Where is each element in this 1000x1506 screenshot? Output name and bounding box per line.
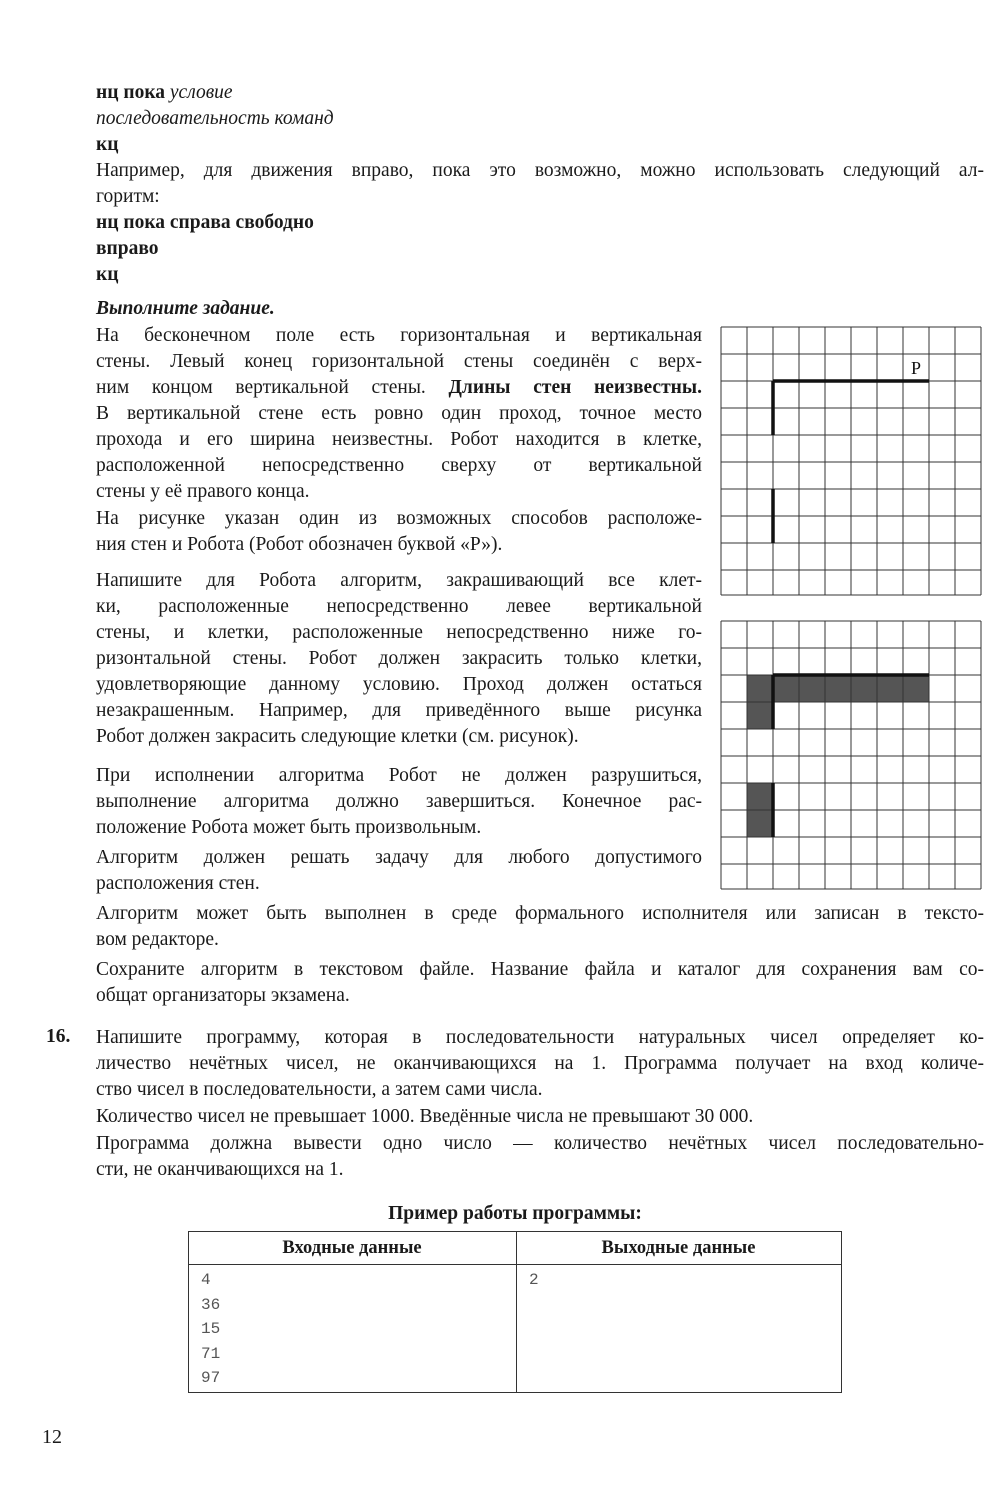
task15-line [96,375,702,401]
example-code-line: кц [96,264,119,285]
grid-lines [721,327,981,595]
task16-number: 16. [46,1026,71,1047]
painted-cell [747,783,773,810]
syntax-condition: условие [169,82,233,103]
task15-line: ния стен и Робота (Робот обозначен буквой «Р»). [96,534,503,555]
table-header-input: Входные данные [282,1238,422,1258]
task16-line: личество нечётных чисел, не оканчивающихся на 1. Программа получает на вход количе- [96,1053,984,1074]
example-run-title: Пример работы программы: [388,1203,642,1224]
task15-line: расположения стен. [96,873,260,894]
task15-line: При исполнении алгоритма Робот не должен разрушиться, [96,765,702,786]
task15-line: прохода и его ширина неизвестны. Робот находится в клетке, [96,429,702,450]
painted-result-grid [720,620,982,890]
task15-line: На рисунке указан один из возможных способов расположе- [96,508,702,529]
task15-line-text: ним концом вертикальной стены. [96,377,426,398]
task15-line: стены, и клетки, расположенные непосредственно ниже го- [96,622,702,643]
task15-line: Сохраните алгоритм в текстовом файле. Название файла и каталог для сохранения вам со- [96,959,984,980]
table-input-cell: 4 36 15 71 97 [201,1271,221,1388]
task15-line: выполнение алгоритма должно завершиться. Конечное рас- [96,791,702,812]
task15-line: В вертикальной стене есть ровно один проход, точное место [96,403,702,424]
syntax-keyword: нц пока [96,82,166,103]
painted-cell [747,810,773,837]
syntax-line-3: кц [96,134,119,155]
task15-line: На бесконечном поле есть горизонтальная и вертикальная [96,325,702,346]
task15-line: Робот должен закрасить следующие клетки (см. рисунок). [96,726,579,747]
painted-cell [747,702,773,729]
task15-line: Алгоритм должен решать задачу для любого допустимого [96,847,702,868]
table-output-cell: 2 [529,1271,539,1289]
syntax-line-1 [96,80,233,106]
table-header-output: Выходные данные [601,1238,756,1258]
task15-line: ки, расположенные непосредственно левее вертикальной [96,596,702,617]
example-intro-line: Например, для движения вправо, пока это возможно, можно использовать следующий ал- [96,160,984,181]
task15-line: стены. Левый конец горизонтальной стены соединён с верх- [96,351,702,372]
syntax-line-2: последовательность команд [96,108,334,129]
table-header-divider [189,1264,841,1265]
example-code-line: нц пока справа свободно [96,212,314,233]
robot-field-grid [720,326,982,596]
grid-lines [721,621,981,889]
task15-bold-note: Длины стен неизвестны. [448,377,702,398]
task15-line: общат организаторы экзамена. [96,985,350,1006]
io-example-table [188,1231,842,1393]
task16-line: Количество чисел не превышает 1000. Введённые числа не превышают 30 000. [96,1106,754,1127]
task16-line: ство чисел в последовательности, а затем сами числа. [96,1079,543,1100]
painted-cell [747,675,773,702]
task15-line: Алгоритм может быть выполнен в среде формального исполнителя или записан в тексто- [96,903,984,924]
table-column-divider [516,1232,517,1392]
task16-line: Программа должна вывести одно число — количество нечётных чисел последовательно- [96,1133,984,1154]
task15-line: вом редакторе. [96,929,219,950]
task15-line: расположенной непосредственно сверху от вертикальной [96,455,702,476]
task15-line: удовлетворяющие данному условию. Проход должен остаться [96,674,702,695]
example-code-line: вправо [96,238,159,259]
page-number: 12 [42,1426,62,1448]
task15-line: положение Робота может быть произвольным. [96,817,482,838]
task15-line: ризонтальной стены. Робот должен закрасить только клетки, [96,648,702,669]
task16-line: сти, не оканчивающихся на 1. [96,1159,344,1180]
task15-line: незакрашенным. Например, для приведённого выше рисунка [96,700,702,721]
task15-heading: Выполните задание. [96,298,275,319]
task16-line: Напишите программу, которая в последовательности натуральных чисел определяет ко- [96,1027,984,1048]
robot-marker: Р [910,358,922,378]
task15-line: стены у её правого конца. [96,481,310,502]
task15-line: Напишите для Робота алгоритм, закрашивающий все клет- [96,570,702,591]
example-intro-line: горитм: [96,186,160,207]
